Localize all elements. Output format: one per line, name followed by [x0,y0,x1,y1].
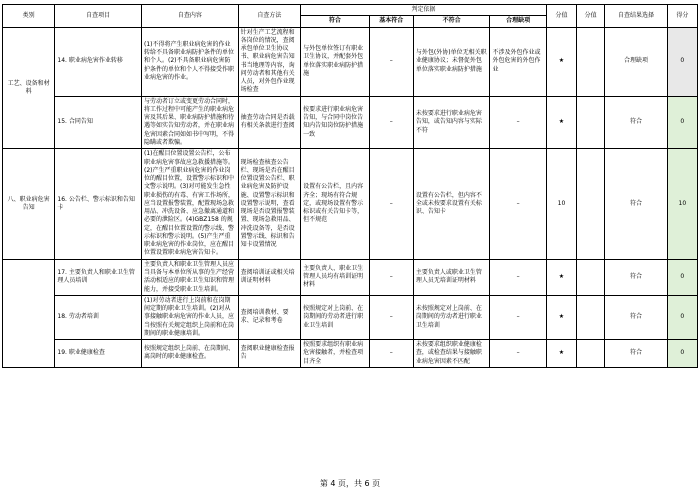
row-got[interactable]: 0 [667,340,697,368]
table-body [3,27,698,367]
row-basic-conform: – [369,340,413,368]
table-row [3,259,698,295]
row-reasonable-missing: – [490,340,546,368]
table-header [3,5,698,28]
row-value [577,96,605,149]
row-item: 14. 职业病危害作业转移 [55,27,142,96]
header-content: 自查内容 [141,5,238,28]
row-content: (1)对劳动者进行上岗前和在岗期间定期的职业卫生培训。(2)对从事接触职业病危害的作业人员，应当按照有关规定组织上岗前和在岗期间的职业健康培训。 [141,295,238,339]
row-reasonable-missing: – [490,259,546,295]
row-method: 查阅培训证或相关培训证明材料 [238,259,300,295]
row-got[interactable]: 0 [667,295,697,339]
row-score: ★ [546,259,576,295]
header-row-1 [3,5,698,16]
row-conform: 按要求进行职业病危害告知，与合同中岗位告知内告知岗位防护措施一致 [301,96,369,149]
row-conform: 按照要求组织有职业病危害接触者，并检查项目齐全 [301,340,369,368]
header-got: 得分 [667,5,697,28]
header-method: 自查方法 [238,5,300,28]
row-value [577,295,605,339]
row-content: 按照规定组织上岗前、在岗期间、离岗时的职业健康检查。 [141,340,238,368]
row-method: 现场检查核查公告栏、现场是否在醒目位置设置公告栏、职业病危害及防护设施、设置警示标识和设置警示说明，查看现场是否设置报警装置、现场急救用品、冲洗设备等，是否设置警示线、标识和告知卡设置情况 [238,149,300,259]
row-got[interactable]: 0 [667,96,697,149]
table-row [3,149,698,259]
row-not-conform: 未按要求组织职业健康检查，或检查结果与接触职业病危害因素不匹配 [413,340,490,368]
row-basic-conform: – [369,96,413,149]
row-method: 针对生产工艺流程和各岗位的情况，查阅承包单位卫生协议书、职业病危害告知书当地理等内容，询问劳动者和其他有关人员，对外包作业现场检查 [238,27,300,96]
self-inspection-table [2,4,698,368]
row-got[interactable]: 0 [667,27,697,96]
row-score: ★ [546,27,576,96]
page-footer: 第 4 页，共 6 页 [319,479,381,488]
row-method: 查阅职业健康检查报告 [238,340,300,368]
row-value [577,149,605,259]
row-basic-conform: – [369,149,413,259]
table-row [3,96,698,149]
row-result[interactable]: 符合 [605,295,667,339]
row-result[interactable]: 符合 [605,340,667,368]
row-not-conform: 未按照规定对上岗前、在岗期间的劳动者进行职业卫生培训 [413,295,490,339]
row-value [577,27,605,96]
header-reasonable-missing: 合理缺项 [490,16,546,27]
header-not-conform: 不符合 [413,16,490,27]
row-basic-conform: – [369,295,413,339]
row-value [577,340,605,368]
row-value [577,259,605,295]
row-item: 17. 主要负责人和职业卫生管理人员培训 [55,259,142,295]
row-item: 19. 职业健康检查 [55,340,142,368]
header-judgement-group: 判定依据 [301,5,547,16]
row-result[interactable]: 符合 [605,259,667,295]
row-category [3,259,55,367]
row-not-conform: 主要负责人或职业卫生管理人员无培训证明材料 [413,259,490,295]
row-conform: 设置有公告栏，且内容齐全；现场有符合规定，或现场设置有警示标识或有关告知卡等，但不规范 [301,149,369,259]
row-category: 八、职业病危害告知 [3,149,55,259]
row-reasonable-missing: 不涉及外包作业或外包危害的外包作业 [490,27,546,96]
row-result[interactable]: 符合 [605,96,667,149]
row-item: 18. 劳动者培训 [55,295,142,339]
table-row [3,295,698,339]
header-item: 自查项目 [55,5,142,28]
row-reasonable-missing: – [490,96,546,149]
row-method: 抽查劳动合同是否载有相关条款进行查阅 [238,96,300,149]
row-conform: 与外包单位签订有职业卫生协议，并配套外包单位落实职业病防护措施 [301,27,369,96]
row-result[interactable]: 符合 [605,149,667,259]
row-got[interactable]: 0 [667,259,697,295]
row-result[interactable]: 合理缺项 [605,27,667,96]
row-basic-conform: – [369,259,413,295]
row-content: (1)不得将产生职业病危害的作业转给不具备职业病防护条件的单位和个人。(2)不具备职业病危害防护条件的单位和个人不得接受作职业病危害的作业。 [141,27,238,96]
row-conform: 主要负责人、职业卫生管理人员均有培训证明材料 [301,259,369,295]
row-reasonable-missing: – [490,295,546,339]
row-reasonable-missing: – [490,149,546,259]
header-conform: 符合 [301,16,369,27]
header-value: 分值 [577,5,605,28]
row-category: 工艺、设备和材料 [3,27,55,149]
row-not-conform: 与外包(外协)单位无相关职业健康协议；未督促外包单位落实职业病防护措施 [413,27,490,96]
row-item: 16. 公告栏、警示标识和告知卡 [55,149,142,259]
row-conform: 按照规定对上岗前、在岗期间的劳动者进行职业卫生培训 [301,295,369,339]
table-row [3,340,698,368]
row-score: ★ [546,340,576,368]
row-basic-conform: – [369,27,413,96]
row-content: 与劳动者订立或变更劳动合同时，将工作过程中可能产生的职业病危害及其后果、职业病防护措施和待遇等如实告知劳动者，并在职业病危害因素合同如如书中写明，不得隐瞒或者欺骗。 [141,96,238,149]
header-result: 自查结果选择 [605,5,667,28]
row-not-conform: 未按要求进行职业病危害告知，或告知内容与实际不符 [413,96,490,149]
row-score: ★ [546,96,576,149]
header-basic-conform: 基本符合 [369,16,413,27]
row-item: 15. 合同告知 [55,96,142,149]
table-row [3,27,698,96]
row-method: 查阅培训教材、要求、记录和考卷 [238,295,300,339]
header-score: 分值 [546,5,576,28]
row-score: 10 [546,149,576,259]
row-content: (1)在醒目位置设置公告栏，公布职业病危害事故应急救援措施等。(2)产生严重职业病危害的作业岗位的醒目位置，设置警示标识和中文警示说明。(3)对可能发生急性职业损伤的有毒、有害工作场所，应当设置报警装置，配置现场急救用品、冲洗设备、应急撤离通道和必要的泄险区。(4)GBZ158 的规定，在醒目位置设置的警示线、警示标识和警示说明。(5)产生严重职业病危害的作业岗位，应在醒目位置设置职业病危害告知卡。 [141,149,238,259]
row-score: ★ [546,295,576,339]
row-got[interactable]: 10 [667,149,697,259]
header-category: 类别 [3,5,55,28]
row-not-conform: 设置有公告栏，但内容不全或未按要求设置有关标识、告知卡 [413,149,490,259]
row-content: 主要负责人和职业卫生管理人员应当具备与本单位所从事的生产经营活动相适应的职业卫生知识和管理能力，并接受职业卫生培训。 [141,259,238,295]
